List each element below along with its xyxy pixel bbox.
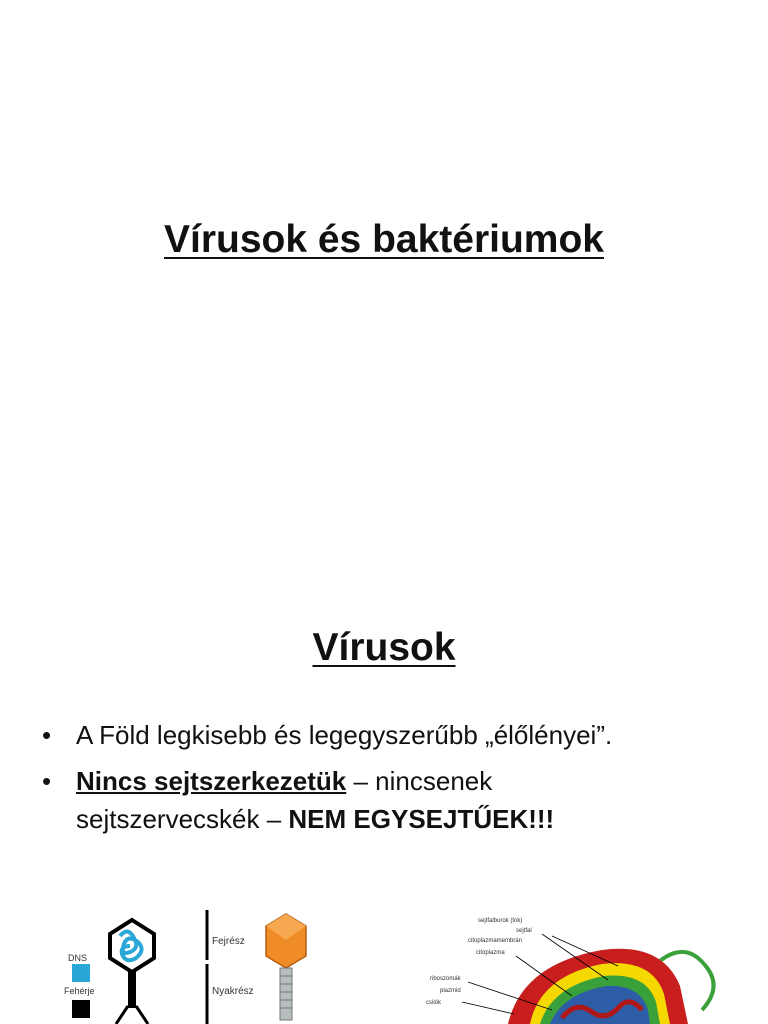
content-slide bbox=[0, 576, 768, 1024]
dna-coil bbox=[120, 931, 142, 960]
cell-part-label: citoplazma bbox=[476, 950, 505, 956]
tail-fiber bbox=[116, 1006, 128, 1024]
bullet-item bbox=[42, 716, 738, 754]
capsid-outline bbox=[110, 920, 154, 972]
cell-part-label: citoplazmamembrán bbox=[468, 938, 523, 944]
slide-heading: Vírusok bbox=[312, 626, 456, 669]
virus-schematic-figure bbox=[62, 906, 172, 1024]
cell-part-label: riboszómák bbox=[430, 976, 461, 982]
emphasis-text: Nincs sejtszerkezetük bbox=[76, 766, 347, 796]
protein-legend-label: Fehérje bbox=[64, 986, 95, 996]
protein-legend-swatch bbox=[72, 1000, 90, 1018]
cell-part-label: csilók bbox=[426, 1000, 442, 1006]
bullet-text: A Föld legkisebb és legegyszerűbb „élőlényei”. bbox=[76, 720, 613, 750]
cell-part-label: sejtfalburok (tok) bbox=[478, 918, 523, 924]
slide-title: Vírusok és baktériumok bbox=[163, 218, 604, 261]
dna-legend-label: DNS bbox=[68, 953, 88, 963]
cell-part-label: plazmid bbox=[440, 988, 461, 994]
bacteriophage-figure bbox=[200, 910, 320, 1024]
tail-sheath bbox=[128, 972, 136, 1008]
bullet-icon: • bbox=[42, 720, 52, 750]
bullet-text: sejtszervecskék – bbox=[76, 804, 289, 834]
bullet-list bbox=[42, 716, 738, 846]
figures-row bbox=[0, 906, 768, 1024]
head-label: Fejrész bbox=[212, 936, 245, 947]
bullet-icon: • bbox=[42, 766, 52, 796]
cell-part-label: sejtfal bbox=[516, 928, 532, 934]
bullet-item bbox=[42, 762, 738, 838]
neck-label: Nyakrész bbox=[212, 986, 254, 997]
pointer-line bbox=[462, 1002, 514, 1014]
tail-fiber bbox=[136, 1006, 148, 1024]
emphasis-text: NEM EGYSEJTŰEK!!! bbox=[288, 804, 555, 834]
bullet-text: – nincsenek bbox=[346, 766, 493, 796]
dna-legend-swatch bbox=[72, 964, 90, 982]
bacterial-cell-figure bbox=[412, 906, 768, 1024]
